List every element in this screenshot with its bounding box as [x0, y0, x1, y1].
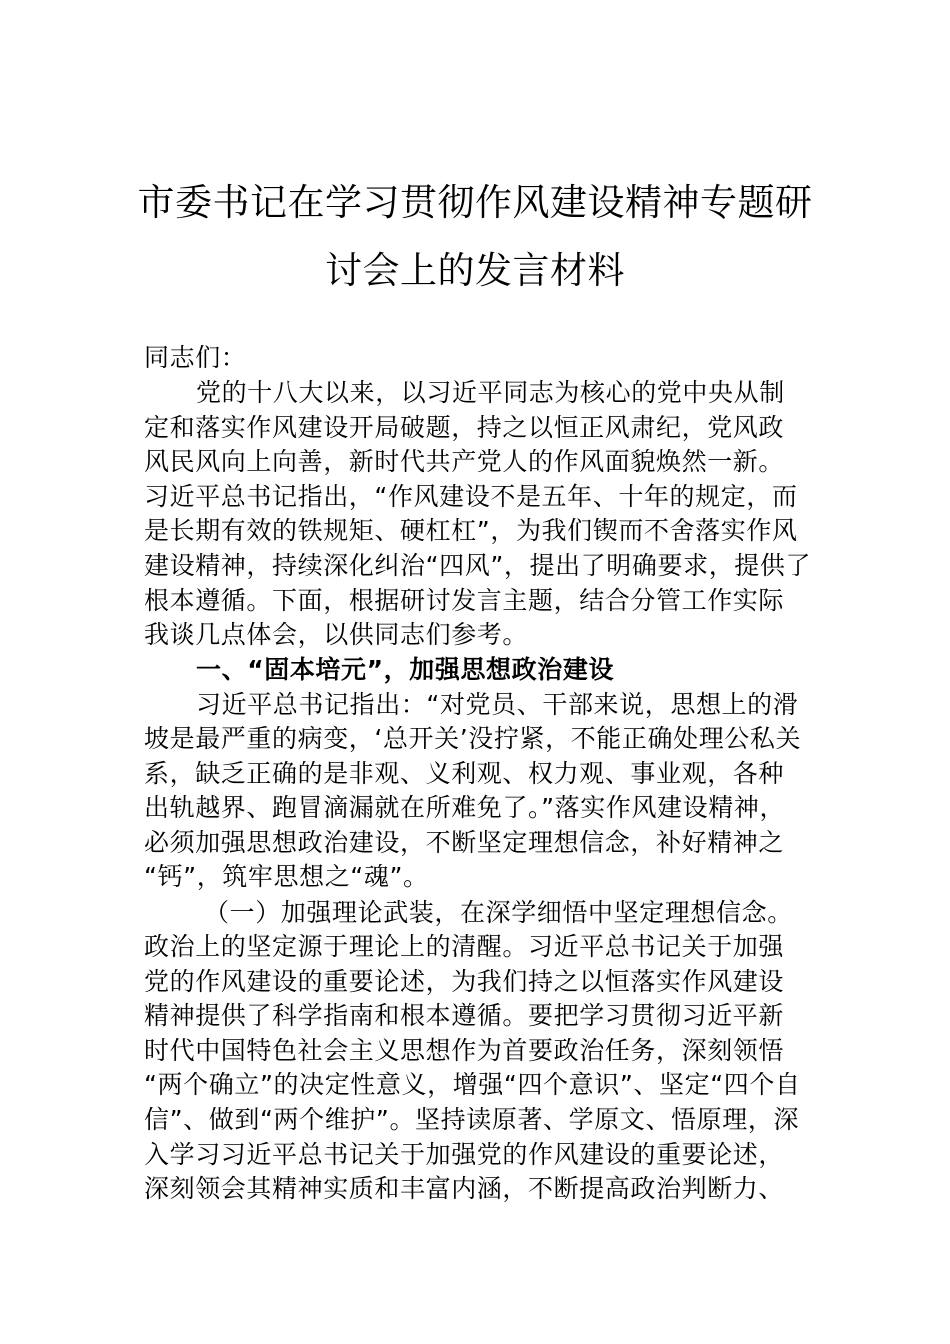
- paragraph-line: 党的作风建设的重要论述，为我们持之以恒落实作风建设: [144, 967, 785, 996]
- paragraph-line: 信”、做到“两个维护”。坚持读原著、学原文、悟原理，深: [144, 1105, 800, 1134]
- paragraph-line: 我谈几点体会，以供同志们参考。: [144, 620, 529, 649]
- paragraph-line: 系，缺乏正确的是非观、义利观、权力观、事业观，各种: [144, 759, 785, 788]
- subsection-heading: （一）加强理论武装，在深学细悟中坚定理想信念。: [204, 898, 793, 927]
- document-title-line-2: 讨会上的发言材料: [325, 249, 625, 292]
- document-title-line-1: 市委书记在学习贯彻作风建设精神专题研: [137, 181, 813, 224]
- paragraph-line: 出轨越界、跑冒滴漏就在所难免了。”落实作风建设精神，: [144, 793, 786, 822]
- paragraph-line: 根本遵循。下面，根据研讨发言主题，结合分管工作实际: [144, 586, 785, 615]
- paragraph-line: 习近平总书记指出：“对党员、干部来说，思想上的滑: [196, 690, 799, 719]
- paragraph-line: 是长期有效的铁规矩、硬杠杠”，为我们锲而不舍落实作风: [144, 516, 798, 545]
- paragraph-line: “两个确立”的决定性意义，增强“四个意识”、坚定“四个自: [144, 1070, 801, 1099]
- paragraph-line: 时代中国特色社会主义思想作为首要政治任务，深刻领悟: [144, 1036, 785, 1065]
- paragraph-line: 政治上的坚定源于理论上的清醒。习近平总书记关于加强: [144, 932, 785, 961]
- paragraph-line: 入学习习近平总书记关于加强党的作风建设的重要论述，: [144, 1140, 785, 1169]
- paragraph-line: 习近平总书记指出，“作风建设不是五年、十年的规定，而: [144, 482, 798, 511]
- section-heading: 一、“固本培元”，加强思想政治建设: [196, 655, 615, 684]
- salutation: 同志们：: [144, 343, 247, 372]
- paragraph-line: 党的十八大以来，以习近平同志为核心的党中央从制: [196, 378, 785, 407]
- paragraph-line: “钙”，筑牢思想之“魂”。: [144, 862, 429, 891]
- paragraph-line: 坡是最严重的病变，‘总开关’没拧紧，不能正确处理公私关: [144, 724, 802, 753]
- paragraph-line: 定和落实作风建设开局破题，持之以恒正风肃纪，党风政: [144, 413, 785, 442]
- paragraph-line: 必须加强思想政治建设，不断坚定理想信念，补好精神之: [144, 828, 785, 857]
- paragraph-line: 精神提供了科学指南和根本遵循。要把学习贯彻习近平新: [144, 1001, 785, 1030]
- paragraph-line: 风民风向上向善，新时代共产党人的作风面貌焕然一新。: [144, 447, 785, 476]
- paragraph-line: 建设精神，持续深化纠治“四风”，提出了明确要求，提供了: [144, 551, 812, 580]
- paragraph-line: 深刻领会其精神实质和丰富内涵，不断提高政治判断力、: [144, 1174, 785, 1203]
